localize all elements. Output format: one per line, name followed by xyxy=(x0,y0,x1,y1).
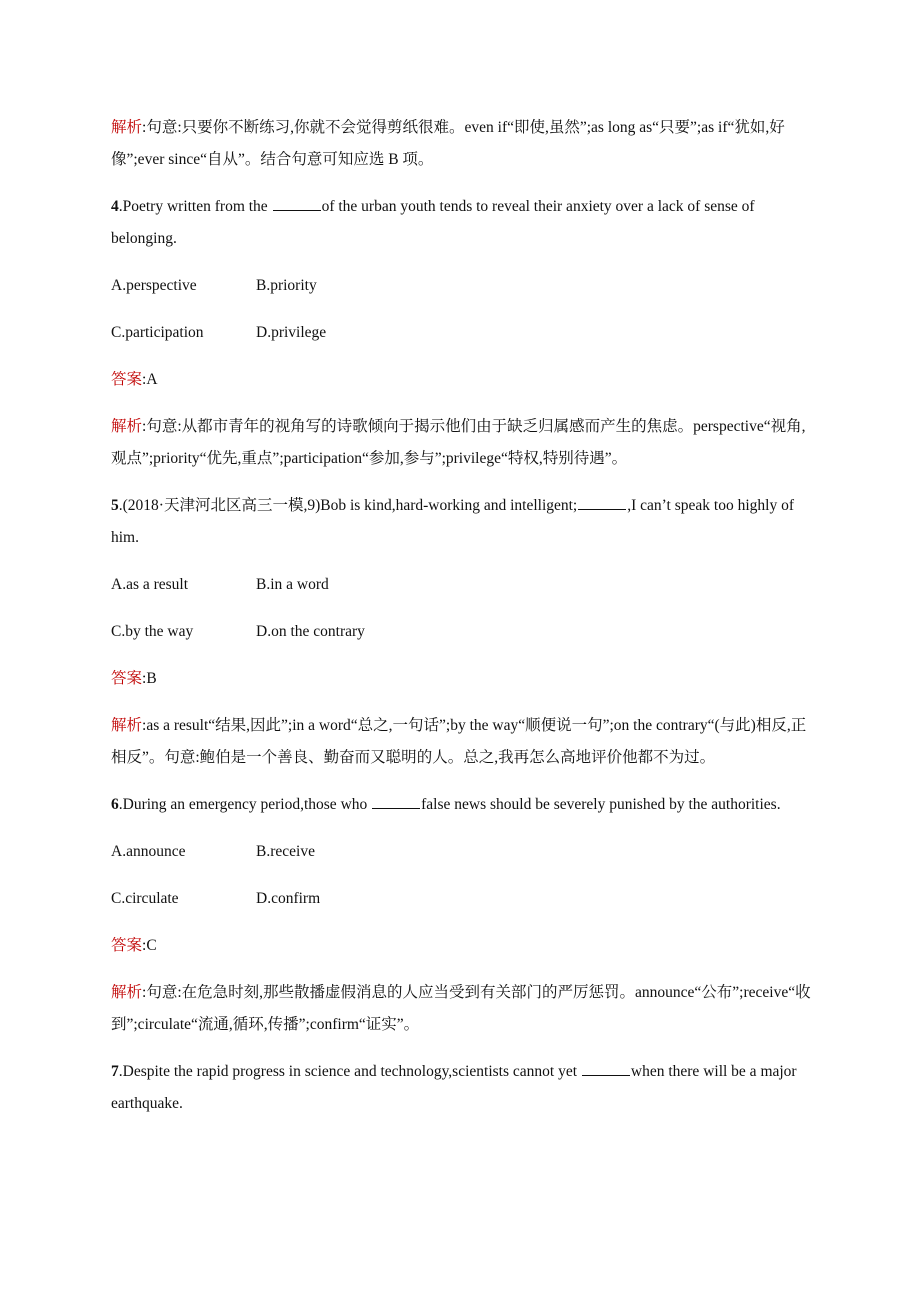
option-d: D.confirm xyxy=(256,890,321,907)
question-number: 4 xyxy=(111,198,119,215)
question-text-cont: when there will be a major earthquake. xyxy=(111,1063,797,1112)
question-text-cont: false news should be severely punished by the authorities. xyxy=(421,796,781,813)
option-c: C.by the way xyxy=(111,623,194,640)
options-row-1 xyxy=(111,270,811,302)
analysis-q5 xyxy=(111,710,811,774)
question-number: 7 xyxy=(111,1063,119,1080)
question-text: .Despite the rapid progress in science and technology,scientists cannot yet xyxy=(118,1063,581,1080)
answer-q6 xyxy=(111,930,811,962)
document-page xyxy=(111,112,811,1120)
options-row-2 xyxy=(111,317,811,349)
analysis-text: :as a result“结果,因此”;in a word“总之,一句话”;by the way“顺便说一句”;on the contrary“(与此)相反,正相反”。句意:鲍伯是一个善良、勤奋而又聪明的人。总之,我再怎么高地评价他都不为过。 xyxy=(111,717,807,766)
analysis-text: :句意:从都市青年的视角写的诗歌倾向于揭示他们由于缺乏归属感而产生的焦虑。perspective“视角,观点”;priority“优先,重点”;participation“参加,参与”;privilege“特权,特别待遇”。 xyxy=(111,418,806,467)
question-6 xyxy=(111,789,811,821)
question-7 xyxy=(111,1056,811,1120)
answer-blank xyxy=(582,1061,630,1076)
analysis-q6 xyxy=(111,977,811,1041)
question-text: .Poetry written from the xyxy=(118,198,272,215)
analysis-label: 解析 xyxy=(111,984,143,1001)
question-text: .During an emergency period,those who xyxy=(118,796,372,813)
option-d: D.privilege xyxy=(256,324,327,341)
analysis-label: 解析 xyxy=(111,119,143,136)
options-row-2 xyxy=(111,616,811,648)
analysis-q4 xyxy=(111,411,811,475)
analysis-label: 解析 xyxy=(111,717,143,734)
answer-value: :C xyxy=(142,937,157,954)
analysis-text: :句意:只要你不断练习,你就不会觉得剪纸很难。even if“即使,虽然”;as long as“只要”;as if“犹如,好像”;ever since“自从”。结合句意可知应选 B 项。 xyxy=(111,119,785,168)
answer-blank xyxy=(372,794,420,809)
answer-q5 xyxy=(111,663,811,695)
answer-value: :A xyxy=(142,371,158,388)
question-5 xyxy=(111,490,811,554)
question-number: 6 xyxy=(111,796,119,813)
answer-value: :B xyxy=(142,670,157,687)
option-b: B.in a word xyxy=(256,576,329,593)
options-row-1 xyxy=(111,569,811,601)
option-b: B.receive xyxy=(256,843,315,860)
answer-blank xyxy=(578,495,626,510)
options-row-2 xyxy=(111,883,811,915)
options-row-1 xyxy=(111,836,811,868)
question-text-cont: ,I can’t speak too highly of him. xyxy=(111,497,794,546)
question-text: .(2018·天津河北区高三一模,9)Bob is kind,hard-working and intelligent; xyxy=(118,497,578,514)
question-number: 5 xyxy=(111,497,119,514)
answer-q4 xyxy=(111,364,811,396)
option-a: A.announce xyxy=(111,843,186,860)
option-a: A.perspective xyxy=(111,277,197,294)
answer-label: 答案 xyxy=(111,670,143,687)
answer-blank xyxy=(273,196,321,211)
option-b: B.priority xyxy=(256,277,317,294)
analysis-q3 xyxy=(111,112,811,176)
analysis-text: :句意:在危急时刻,那些散播虚假消息的人应当受到有关部门的严厉惩罚。announce“公布”;receive“收到”;circulate“流通,循环,传播”;confirm“证实”。 xyxy=(111,984,811,1033)
question-text-cont: of the urban youth tends to reveal their anxiety over a lack of sense of belonging. xyxy=(111,198,755,247)
answer-label: 答案 xyxy=(111,371,143,388)
analysis-label: 解析 xyxy=(111,418,143,435)
option-d: D.on the contrary xyxy=(256,623,365,640)
answer-label: 答案 xyxy=(111,937,143,954)
option-c: C.circulate xyxy=(111,890,179,907)
option-c: C.participation xyxy=(111,324,204,341)
option-a: A.as a result xyxy=(111,576,189,593)
question-4 xyxy=(111,191,811,255)
